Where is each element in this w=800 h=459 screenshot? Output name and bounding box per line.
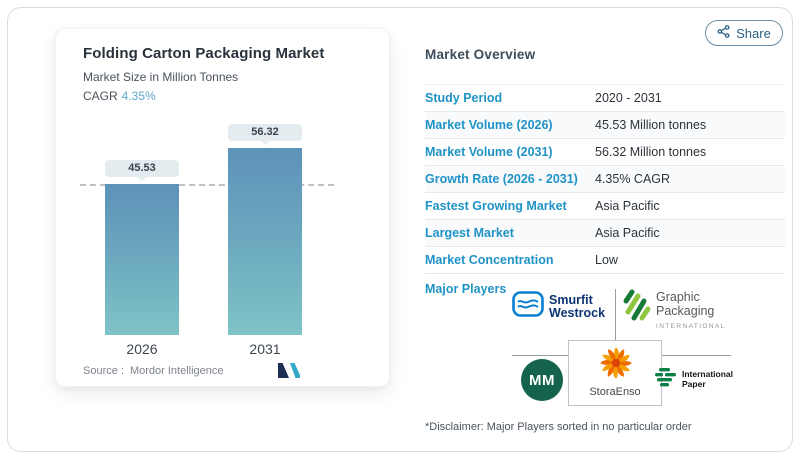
row-value: 45.53 Million tonnes bbox=[595, 118, 707, 132]
table-row bbox=[425, 247, 785, 274]
row-label: Market Concentration bbox=[425, 253, 554, 267]
row-value: 4.35% CAGR bbox=[595, 172, 671, 186]
row-value: Asia Pacific bbox=[595, 226, 660, 240]
source-attribution bbox=[83, 365, 224, 377]
x-axis-label-2031: 2031 bbox=[249, 341, 281, 357]
share-button-label: Share bbox=[736, 25, 771, 41]
row-value: 2020 - 2031 bbox=[595, 91, 662, 105]
table-row bbox=[425, 220, 785, 247]
row-value: 56.32 Million tonnes bbox=[595, 145, 707, 159]
chart-cagr bbox=[83, 89, 156, 103]
bar-value-label-2031: 56.32 bbox=[228, 124, 302, 141]
overview-table bbox=[425, 84, 785, 274]
chart-title: Folding Carton Packaging Market bbox=[83, 45, 325, 62]
source-label: Source : bbox=[83, 365, 124, 377]
row-value: Low bbox=[595, 253, 618, 267]
share-button[interactable] bbox=[705, 20, 783, 46]
major-players-label: Major Players bbox=[425, 282, 507, 296]
graphic-packaging-logo bbox=[621, 287, 726, 334]
table-row bbox=[425, 85, 785, 112]
row-label: Market Volume (2026) bbox=[425, 118, 553, 132]
logo-grid-vertical-divider bbox=[615, 289, 616, 340]
overview-heading: Market Overview bbox=[425, 47, 536, 62]
graphic-packaging-leaf-icon bbox=[621, 287, 651, 328]
smurfit-westrock-icon bbox=[512, 291, 544, 322]
table-row bbox=[425, 166, 785, 193]
bar-group-2026 bbox=[105, 160, 179, 335]
smurfit-text-line1: Smurfit bbox=[549, 292, 593, 307]
graphic-text-international: INTERNATIONAL bbox=[656, 323, 726, 330]
table-row bbox=[425, 112, 785, 139]
chart-subtitle: Market Size in Million Tonnes bbox=[83, 70, 239, 84]
table-row bbox=[425, 139, 785, 166]
source-value: Mordor Intelligence bbox=[129, 365, 224, 377]
x-axis-label-2026: 2026 bbox=[126, 341, 158, 357]
row-label: Study Period bbox=[425, 91, 503, 105]
bar-2031 bbox=[228, 148, 302, 335]
bar-value-label-2026: 45.53 bbox=[105, 160, 179, 177]
smurfit-westrock-logo bbox=[512, 291, 605, 322]
row-label: Fastest Growing Market bbox=[425, 199, 567, 213]
market-chart-card bbox=[55, 28, 390, 387]
row-label: Market Volume (2031) bbox=[425, 145, 553, 159]
graphic-text-line2: Packaging bbox=[656, 304, 715, 318]
row-label: Growth Rate (2026 - 2031) bbox=[425, 172, 578, 186]
smurfit-text-line2: Westrock bbox=[549, 305, 606, 320]
bar-2026 bbox=[105, 184, 179, 335]
mordor-intelligence-logo-icon bbox=[278, 363, 300, 383]
mm-logo bbox=[521, 359, 563, 401]
share-icon bbox=[717, 25, 730, 41]
table-row bbox=[425, 193, 785, 220]
ip-text-line2: Paper bbox=[682, 378, 706, 389]
row-label: Largest Market bbox=[425, 226, 514, 240]
row-value: Asia Pacific bbox=[595, 199, 660, 213]
ip-text-line1: International bbox=[682, 369, 734, 379]
international-paper-logo bbox=[654, 366, 733, 393]
mm-logo-text: MM bbox=[529, 371, 555, 389]
storaenso-sun-icon bbox=[597, 344, 635, 387]
disclaimer-text: *Disclaimer: Major Players sorted in no particular order bbox=[425, 421, 692, 433]
bar-group-2031 bbox=[228, 124, 302, 335]
graphic-text-line1: Graphic bbox=[656, 290, 700, 304]
international-paper-icon bbox=[654, 366, 678, 393]
storaenso-logo-text: StoraEnso bbox=[589, 386, 641, 398]
cagr-label: CAGR bbox=[83, 89, 118, 103]
cagr-value: 4.35% bbox=[121, 89, 156, 103]
